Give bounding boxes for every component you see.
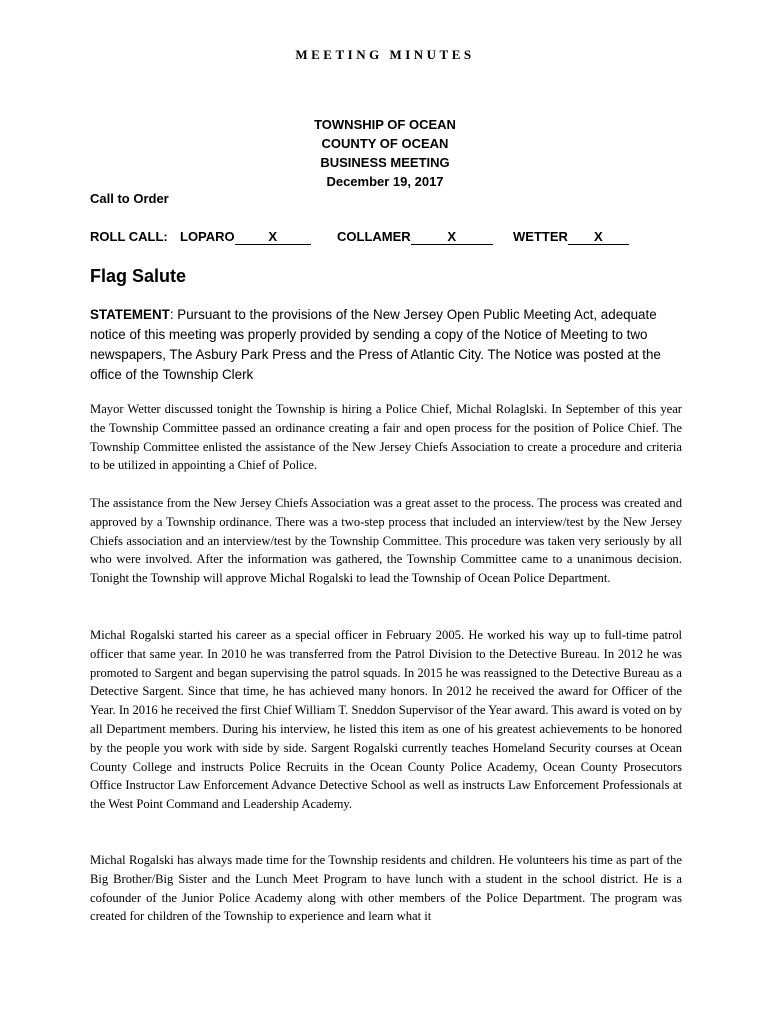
header-date: December 19, 2017 (326, 174, 444, 189)
header-county: COUNTY OF OCEAN (321, 136, 449, 151)
paragraph-hiring: Mayor Wetter discussed tonight the Township is hiring a Police Chief, Michal Rolaglski. In September of this year the Township Committee passed an ordinance creating a fair and open process for the position of Police Chief. The Township Committee enlisted the assistance of the New Jersey Chiefs Association to create a procedure and criteria to be utilized in appointing a Chief of Police. (90, 402, 682, 473)
roll-call-member-wetter (513, 229, 629, 245)
member-name: COLLAMER (337, 229, 411, 244)
paragraph-process: The assistance from the New Jersey Chiefs Association was a great asset to the process. The process was created and approved by a Township ordinance. There was a two-step process that included an interview/test by the New Jersey Chiefs association and an interview/test by the Township Committee. This procedure was taken very seriously by all who were involved. After the information was gathered, the Township Committee came to a unanimous decision. Tonight the Township will approve Michal Rogalski to lead the Township of Ocean Police Department. (90, 496, 682, 586)
statement-text: : Pursuant to the provisions of the New Jersey Open Public Meeting Act, adequate notice of this meeting was properly provided by sending a copy of the Notice of Meeting to two newspapers, The Asbury Park Press and the Press of Atlantic City. The Notice was posted at the office of the Township Clerk (90, 307, 661, 382)
statement-paragraph (90, 305, 680, 385)
roll-call-member-collamer (337, 229, 493, 245)
member-mark: X (235, 230, 311, 245)
member-mark: X (568, 230, 629, 245)
header-meeting-type: BUSINESS MEETING (320, 155, 450, 170)
paragraph-community: Michal Rogalski has always made time for the Township residents and children. He volunteers his time as part of the Big Brother/Big Sister and the Lunch Meet Program to have lunch with a student in the school district. He is a cofounder of the Junior Police Academy along with other members of the Police Department. The program was created for children of the Township to experience and learn what it (90, 853, 682, 924)
member-mark: X (411, 230, 493, 245)
document-title: MEETING MINUTES (295, 47, 475, 62)
statement-label: STATEMENT (90, 307, 170, 322)
member-name: LOPARO (180, 229, 235, 244)
paragraph-career: Michal Rogalski started his career as a special officer in February 2005. He worked his way up to full-time patrol officer that same year. In 2010 he was transferred from the Patrol Division to the Detective Bureau. In 2012 he was promoted to Sargent and began supervising the patrol squads. In 2015 he was reassigned to the Detective Bureau as a Detective Sargent. Since that time, he has achieved many honors. In 2012 he received the award for Officer of the Year. In 2016 he received the first Chief William T. Sneddon Supervisor of the Year award. This award is voted on by all Department members. During his interview, he listed this item as one of his greatest achievements to be honored by the people you work with side by side. Sargent Rogalski currently teaches Homeland Security courses at Ocean County College and instructs Police Recruits in the Ocean County Police Academy, Ocean County Prosecutors Office Instructor Law Enforcement Advance Detective School as well as instructs Law Enforcement Professionals at the West Point Command and Leadership Academy. (90, 628, 682, 812)
roll-call-label: ROLL CALL: (90, 229, 168, 244)
call-to-order: Call to Order (90, 191, 169, 206)
meeting-header (0, 115, 770, 191)
flag-salute-heading: Flag Salute (90, 266, 187, 286)
member-name: WETTER (513, 229, 568, 244)
header-township: TOWNSHIP OF OCEAN (314, 117, 456, 132)
roll-call-member-loparo (180, 229, 311, 245)
